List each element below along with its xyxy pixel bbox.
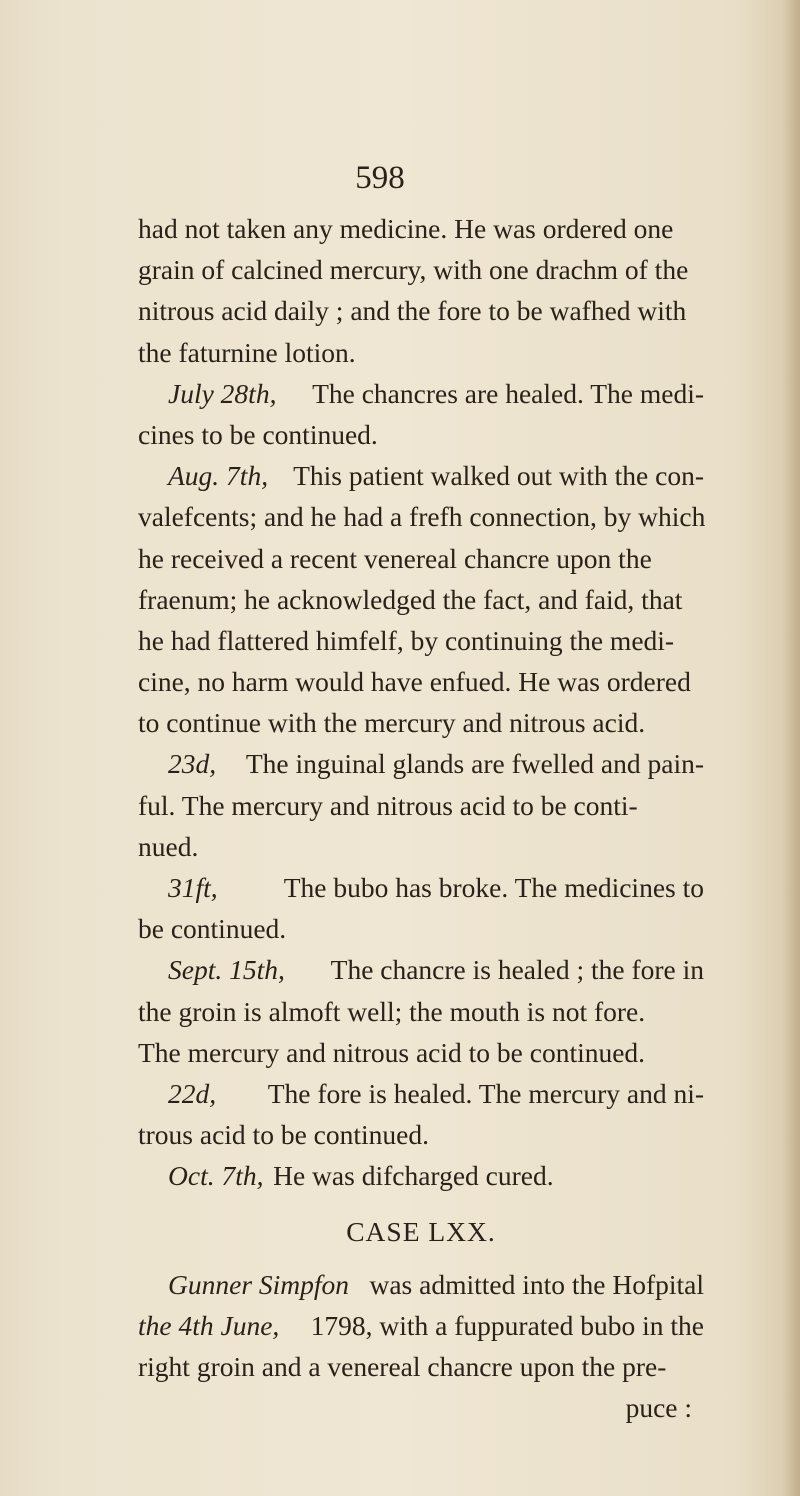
text-line: [138, 496, 704, 537]
text-line: [138, 1073, 704, 1114]
text-line: [138, 991, 704, 1032]
date-label: 31ft,: [168, 872, 218, 903]
date-label: the 4th June,: [138, 1309, 280, 1341]
line-content: [138, 1305, 704, 1346]
page-number: 598: [355, 160, 405, 196]
text-line: [138, 414, 704, 455]
text-line: [138, 743, 704, 784]
line-text: be continued.: [138, 913, 287, 945]
text-line: [138, 620, 704, 661]
line-content: [168, 1073, 704, 1114]
line-text: nitrous acid daily ; and the fore to be wafhed with: [138, 295, 687, 327]
text-line: [138, 1114, 704, 1155]
date-label: Sept. 15th,: [168, 954, 285, 986]
date-label: 23d,: [168, 748, 217, 780]
line-content: [168, 1155, 704, 1196]
line-text: valefcents; and he had a frefh connection, by which: [138, 501, 706, 533]
line-text: The mercury and nitrous acid to be continued.: [138, 1036, 646, 1068]
line-text: The fore is healed. The mercury and ni-: [267, 1077, 704, 1109]
body-text: [138, 208, 704, 1428]
page-edge-shadow: [782, 0, 800, 1496]
date-label: July 28th,: [168, 377, 277, 409]
line-text: trous acid to be continued.: [138, 1119, 429, 1151]
line-text: The inguinal glands are fwelled and pain-: [245, 748, 704, 780]
line-text: grain of calcined mercury, with one drachm of the: [138, 254, 689, 286]
line-content: [168, 867, 704, 908]
text-line: [138, 702, 704, 743]
text-line: [138, 332, 704, 373]
text-line: [138, 1305, 704, 1346]
text-line: [138, 455, 704, 496]
line-text: right groin and a venereal chancre upon the pre-: [138, 1351, 667, 1383]
line-text: cine, no harm would have enfued. He was ordered: [138, 666, 691, 698]
line-text: The chancres are healed. The medi-: [312, 377, 704, 409]
text-line: [138, 1346, 704, 1387]
line-text: The bubo has broke. The medicines to: [283, 872, 704, 903]
text-line: [138, 1155, 704, 1196]
date-label: Oct. 7th,: [168, 1160, 264, 1192]
line-text: was admitted into the Hofpital: [369, 1268, 704, 1300]
text-line: [138, 290, 704, 331]
line-text: cines to be continued.: [138, 418, 378, 450]
line-text: This patient walked out with the con-: [293, 460, 704, 492]
text-line: [138, 661, 704, 702]
catchword-line: [138, 1387, 704, 1428]
text-line: [138, 1264, 704, 1305]
line-text: the faturnine lotion.: [138, 336, 356, 368]
line-text: He was difcharged cured.: [273, 1160, 554, 1192]
line-text: nued.: [138, 830, 199, 862]
text-line: [138, 908, 704, 949]
catchword: puce :: [625, 1392, 692, 1424]
line-text: to continue with the mercury and nitrous acid.: [138, 707, 646, 739]
date-label: Aug. 7th,: [168, 460, 269, 492]
text-line: [138, 373, 704, 414]
line-content: [168, 455, 704, 496]
text-line: [138, 949, 704, 990]
line-text: ful. The mercury and nitrous acid to be conti-: [138, 789, 638, 821]
line-content: [168, 373, 704, 414]
text-line: [138, 1032, 704, 1073]
text-line: [138, 579, 704, 620]
line-text: the groin is almoft well; the mouth is not fore.: [138, 995, 646, 1027]
case-heading-text: CASE LXX.: [346, 1215, 496, 1247]
line-text: he had flattered himfelf, by continuing the medi-: [138, 624, 675, 656]
line-text: fraenum; he acknowledged the fact, and faid, that: [138, 583, 683, 615]
line-text: he received a recent venereal chancre upon the: [138, 542, 652, 574]
line-text: 1798, with a fuppurated bubo in the: [310, 1309, 704, 1341]
line-content: [168, 949, 704, 990]
text-line: [138, 867, 704, 908]
text-line: [138, 538, 704, 579]
text-line: [138, 208, 704, 249]
line-content: [168, 743, 704, 784]
text-line: [138, 785, 704, 826]
text-line: [138, 826, 704, 867]
text-line: [138, 249, 704, 290]
date-label: 22d,: [168, 1077, 217, 1109]
line-text: The chancre is healed ; the fore in: [330, 954, 704, 986]
case-heading: [138, 1211, 704, 1252]
line-text: had not taken any medicine. He was ordered one: [138, 213, 674, 244]
date-label: Gunner Simpfon: [168, 1268, 350, 1300]
line-content: [168, 1264, 704, 1305]
